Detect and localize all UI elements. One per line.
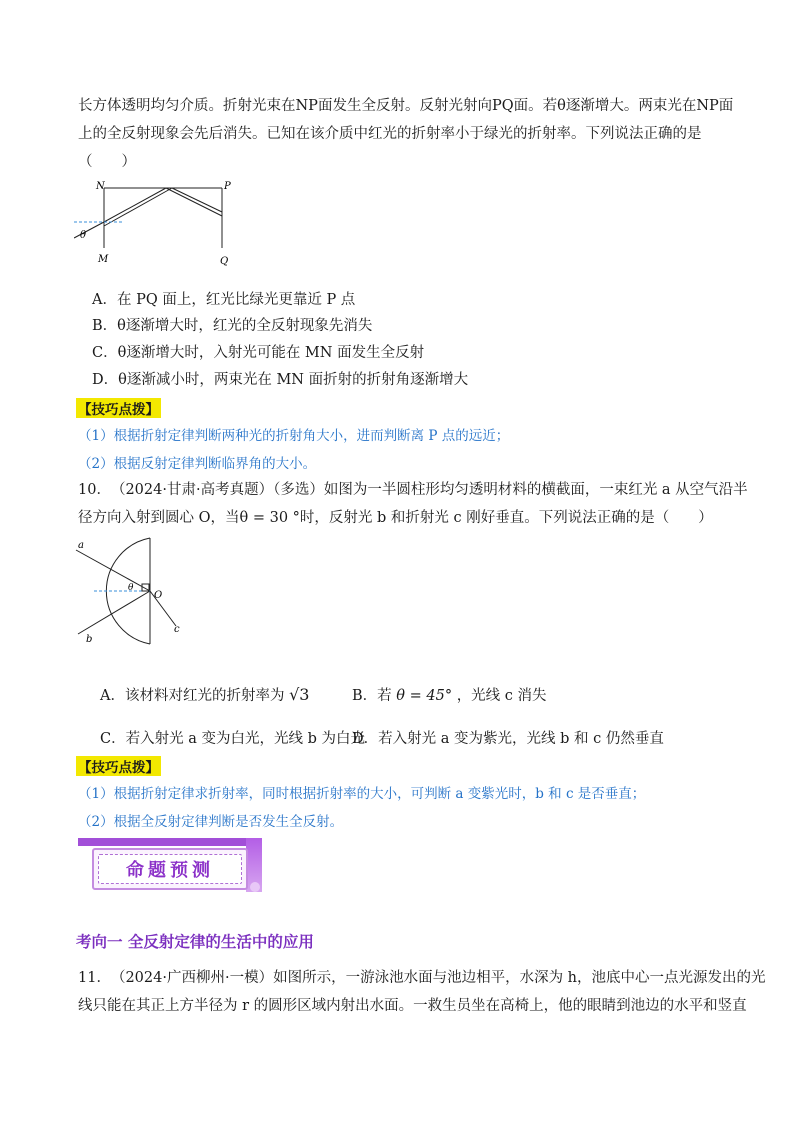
label-theta-q10: θ [128,583,134,593]
q10-option-b-prefix: B．若 [352,688,392,704]
label-n: N [96,181,105,192]
label-o: O [154,590,163,601]
label-b: b [86,634,93,645]
q10-option-b-value: θ = 45° [396,688,453,704]
banner-top-bar [78,838,262,846]
q10-option-a [100,684,309,705]
label-a: a [78,540,84,551]
q9-text-line2: 上的全反射现象会先后消失。已知在该介质中红光的折射率小于绿光的折射率。下列说法正确的是 [78,126,702,142]
q9-text-line1: 长方体透明均匀介质。折射光束在NP面发生全反射。反射光射向PQ面。若θ逐渐增大。两束光在NP面 [78,98,734,114]
section-heading: 考向一 全反射定律的生活中的应用 [76,933,314,951]
q10-text-line1: 10． （2024·甘肃·高考真题）（多选）如图为一半圆柱形均匀透明材料的横截面，一束红光 a 从空气沿半 [78,482,748,498]
q9-tip-2: （2）根据反射定律判断临界角的大小。 [78,456,317,472]
q9-option-d: D．θ逐渐减小时，两束光在 MN 面折射的折射角逐渐增大 [92,372,469,388]
q10-option-b-suffix: ，光线 c 消失 [456,688,547,704]
q10-option-a-value: √3 [289,685,310,704]
q11-text-line2: 线只能在其正上方半径为 r 的圆形区域内射出水面。一救生员坐在高椅上，他的眼睛到池边的水平和竖直 [78,998,747,1014]
label-p: P [224,181,231,192]
q10-tip-title: 【技巧点拨】 [76,756,161,776]
label-q: Q [220,256,229,267]
q10-tip-2: （2）根据全反射定律判断是否发生全反射。 [78,814,344,830]
q9-tip-title: 【技巧点拨】 [76,398,161,418]
q9-option-a: A．在 PQ 面上，红光比绿光更靠近 P 点 [92,292,356,308]
q10-text-line2: 径方向入射到圆心 O，当θ = 30 °时，反射光 b 和折射光 c 刚好垂直。下列说法正确的是（ ） [78,510,713,526]
banner-dot [250,882,260,892]
banner-label: 命题预测 [126,860,214,881]
ray-a [76,550,150,591]
q10-option-b [352,684,547,705]
banner-box [92,848,248,890]
prediction-banner [78,838,262,894]
q10-option-c: C．若入射光 a 变为白光，光线 b 为白光 [100,731,365,747]
q10-option-d: D．若入射光 a 变为紫光，光线 b 和 c 仍然垂直 [352,731,664,747]
q10-option-a-text: A．该材料对红光的折射率为 [100,688,285,704]
label-c: c [174,624,180,635]
q9-prism-figure [74,178,244,270]
q9-answer-bracket: （ ） [78,154,136,170]
q10-tip-1: （1）根据折射定律求折射率，同时根据折射率的大小，可判断 a 变紫光时，b 和 c 是否垂直； [78,786,646,802]
q11-text-line1: 11． （2024·广西柳州·一模）如图所示，一游泳池水面与池边相平，水深为 h，池底中心一点光源发出的光 [78,970,766,986]
q10-semicircle-figure [70,536,190,646]
label-m: M [98,254,109,265]
ray-b [78,591,150,634]
q9-tip-1: （1）根据折射定律判断两种光的折射角大小，进而判断离 P 点的远近； [78,428,510,444]
q9-option-b: B．θ逐渐增大时，红光的全反射现象先消失 [92,318,373,334]
label-theta: θ [80,230,87,241]
q9-option-c: C．θ逐渐增大时，入射光可能在 MN 面发生全反射 [92,345,425,361]
